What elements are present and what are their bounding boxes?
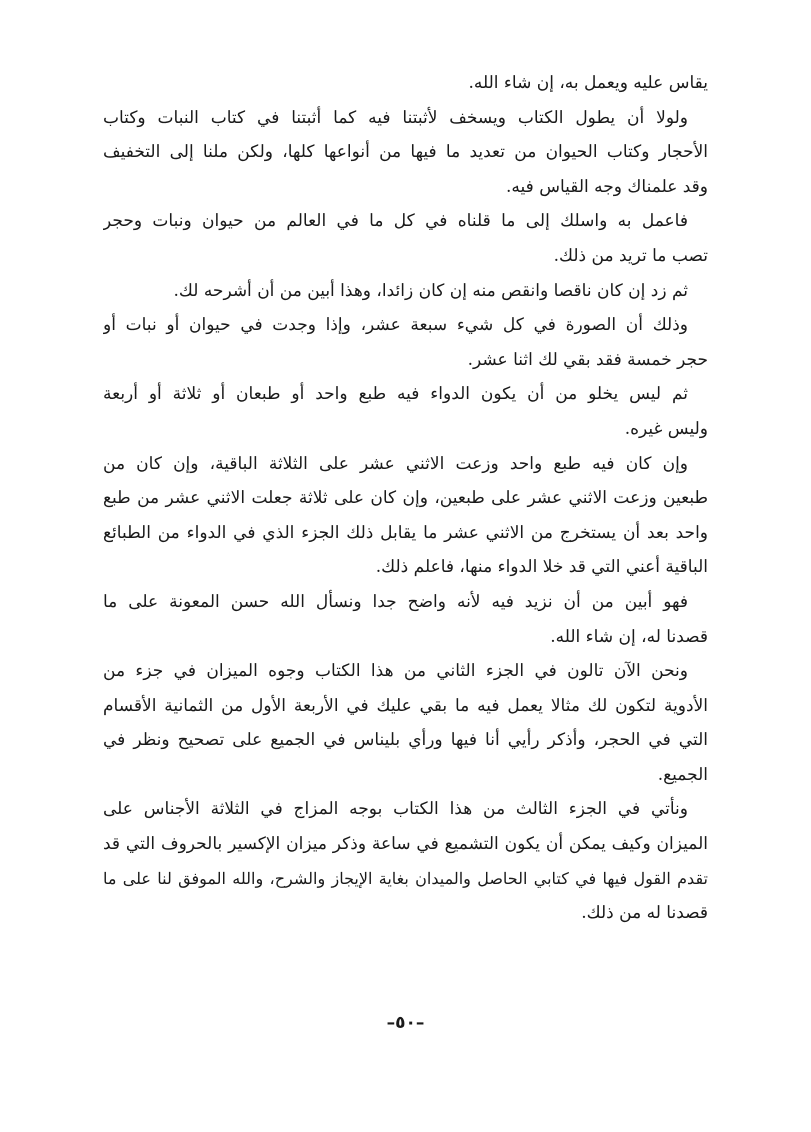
text-line: فاعمل به واسلك إلى ما قلناه في كل ما في العالم من حيوان ونبات وحجر [103,211,688,232]
text-line: تقدم القول فيها في كتابي الحاصل والميدان بغاية الإيجاز والشرح، والله الموفق لنا على ما [103,868,708,888]
text-line: وإن كان فيه طبع واحد وزعت الاثني عشر على الثلاثة الباقية، وإن كان من [103,453,688,474]
text-line: ونأتي في الجزء الثالث من هذا الكتاب بوجه المزاج في الثلاثة الأجناس على [103,799,688,820]
text-line: واحد بعد أن يستخرج من الاثني عشر ما يقابل ذلك الجزء الذي في الدواء من الطبائع [103,522,708,543]
page-number: –٥٠– [386,1013,425,1033]
text-line: ولولا أن يطول الكتاب ويسخف لأثبتنا فيه كما أثبتنا في كتاب النبات وكتاب [103,107,688,128]
text-line: وذلك أن الصورة في كل شيء سبعة عشر، وإذا وجدت في حيوان أو نبات أو [103,315,688,336]
text-line: حجر خمسة فقد بقي لك اثنا عشر. [467,349,708,370]
text-line: تصب ما تريد من ذلك. [553,245,708,266]
text-line: ونحن الآن تالون في الجزء الثاني من هذا الكتاب وجوه الميزان في جزء من [103,661,688,682]
text-line: قصدنا له من ذلك. [581,903,708,924]
text-line: قصدنا له، إن شاء الله. [550,626,708,647]
text-line: ثم ليس يخلو من أن يكون الدواء فيه طبع واحد أو طبعان أو ثلاثة أو أربعة [103,384,688,405]
text-line: التي في الحجر، وأذكر رأيي أنا فيها ورأي بليناس في الجميع على تصحيح ونظر في [103,730,708,751]
text-line: الجميع. [657,764,708,785]
text-line: وليس غيره. [624,418,708,439]
text-line: طبعين وزعت الاثني عشر على طبعين، وإن كان على ثلاثة جعلت الاثني عشر من طبع [103,488,708,509]
body-text [103,66,708,931]
text-line: وقد علمناك وجه القياس فيه. [506,176,708,197]
text-line: فهو أبين من أن نزيد فيه لأنه واضح جدا ونسأل الله حسن المعونة على ما [103,591,688,612]
text-line: الأدوية لتكون لك مثالا يعمل فيه ما بقي عليك في الأربعة الأول من الثمانية الأقسام [103,695,708,716]
text-line: ثم زد إن كان ناقصا وانقص منه إن كان زائدا، وهذا أبين من أن أشرحه لك. [173,280,688,301]
text-line: الميزان وكيف يمكن أن يكون التشميع في ساعة وذكر ميزان الإكسير بالحروف التي قد [103,834,708,855]
text-line: الأحجار وكتاب الحيوان من تعديد ما فيها من أنواعها كلها، ولكن ملنا إلى التخفيف [103,142,708,163]
text-line: يقاس عليه ويعمل به، إن شاء الله. [468,73,708,93]
text-line: الباقية أعني التي قد خلا الدواء منها، فاعلم ذلك. [375,557,708,578]
